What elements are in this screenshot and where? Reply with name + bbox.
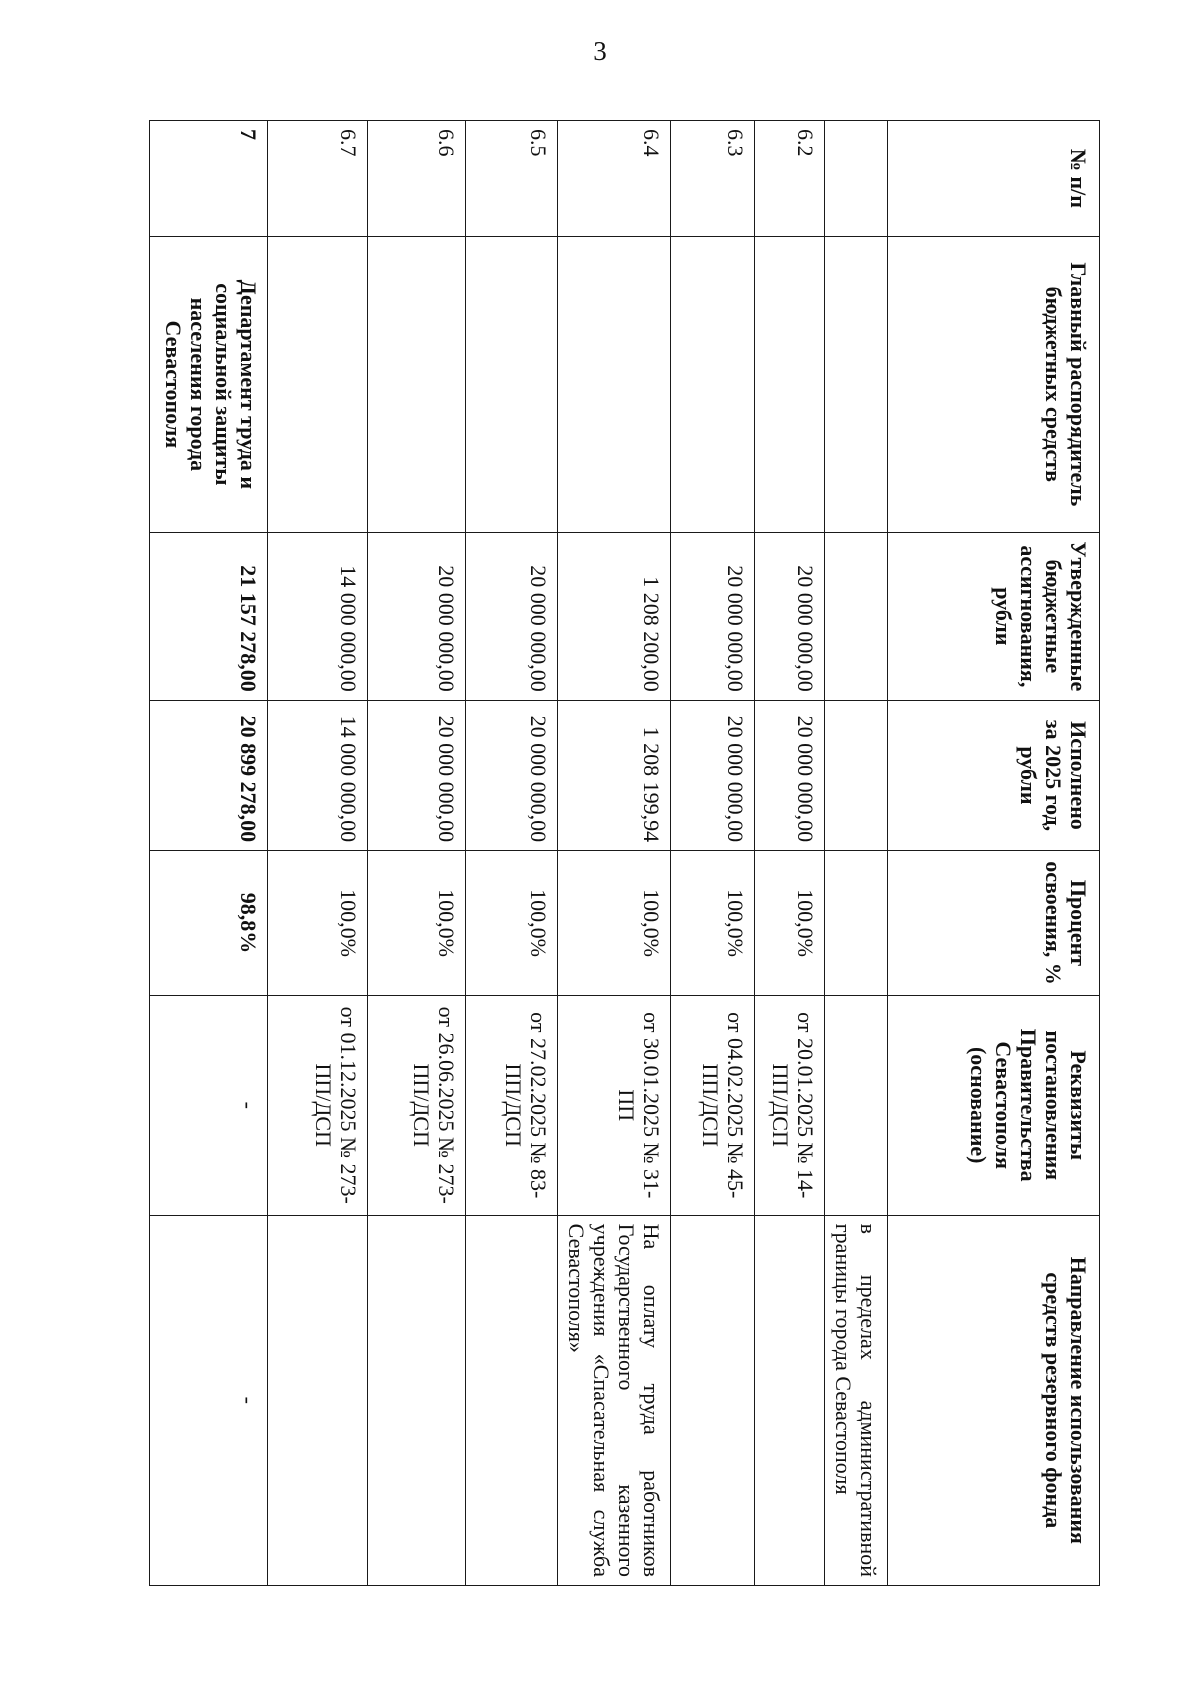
cell-direction: в пределах административной границы города Севастополя <box>825 1215 888 1585</box>
cell-basis: от 30.01.2025 № 31-ПП <box>558 995 671 1215</box>
table-header-row <box>888 121 1100 1586</box>
cell-direction <box>671 1215 755 1585</box>
table-total-row <box>150 121 268 1586</box>
cell-num: 6.7 <box>268 121 368 237</box>
header-recipient: Главный распорядитель бюджетных средств <box>888 236 1100 532</box>
cell-executed: 20 000 000,00 <box>466 700 558 850</box>
table-row <box>466 121 558 1586</box>
cell-direction <box>268 1215 368 1585</box>
cell-recipient <box>671 236 755 532</box>
cell-percent: 100,0% <box>466 851 558 996</box>
cell-approved: 20 000 000,00 <box>368 532 466 700</box>
cell-executed: 20 899 278,00 <box>150 700 268 850</box>
cell-percent: 100,0% <box>755 851 825 996</box>
cell-num: 6.5 <box>466 121 558 237</box>
rotated-table-container <box>161 120 1100 1586</box>
cell-basis: от 20.01.2025 № 14-ПП/ДСП <box>755 995 825 1215</box>
cell-approved: 21 157 278,00 <box>150 532 268 700</box>
cell-approved: 1 208 200,00 <box>558 532 671 700</box>
cell-direction <box>466 1215 558 1585</box>
cell-executed <box>825 700 888 850</box>
cell-num: 6.6 <box>368 121 466 237</box>
cell-basis: - <box>150 995 268 1215</box>
cell-basis: от 26.06.2025 № 273-ПП/ДСП <box>368 995 466 1215</box>
header-approved: Утвержденные бюджетные ассигнования, рубли <box>888 532 1100 700</box>
cell-recipient <box>268 236 368 532</box>
cell-approved: 14 000 000,00 <box>268 532 368 700</box>
cell-executed: 14 000 000,00 <box>268 700 368 850</box>
table-row <box>558 121 671 1586</box>
rotated-table-frame <box>161 120 1100 1586</box>
cell-approved: 20 000 000,00 <box>466 532 558 700</box>
cell-percent: 100,0% <box>268 851 368 996</box>
cell-executed: 1 208 199,94 <box>558 700 671 850</box>
header-direction: Направление использования средств резервного фонда <box>888 1215 1100 1585</box>
cell-approved: 20 000 000,00 <box>671 532 755 700</box>
cell-percent <box>825 851 888 996</box>
cell-num: 6.3 <box>671 121 755 237</box>
cell-basis: от 01.12.2025 № 273-ПП/ДСП <box>268 995 368 1215</box>
reserve-fund-table <box>149 120 1100 1586</box>
header-num: № п/п <box>888 121 1100 237</box>
cell-basis: от 27.02.2025 № 83-ПП/ДСП <box>466 995 558 1215</box>
cell-executed: 20 000 000,00 <box>368 700 466 850</box>
cell-direction <box>368 1215 466 1585</box>
cell-executed: 20 000 000,00 <box>671 700 755 850</box>
table-row <box>755 121 825 1586</box>
page-number: 3 <box>593 36 607 66</box>
table-row <box>825 121 888 1586</box>
cell-basis <box>825 995 888 1215</box>
header-executed: Исполнено за 2025 год, рубли <box>888 700 1100 850</box>
cell-recipient <box>558 236 671 532</box>
cell-recipient <box>825 236 888 532</box>
cell-recipient <box>755 236 825 532</box>
cell-recipient: Департамент труда и социальной защиты населения города Севастополя <box>150 236 268 532</box>
cell-recipient <box>368 236 466 532</box>
cell-direction: На оплату труда работников Государственного казенного учреждения «Спасательная служба Севастополя» <box>558 1215 671 1585</box>
cell-percent: 98,8% <box>150 851 268 996</box>
cell-direction: - <box>150 1215 268 1585</box>
header-basis: Реквизиты постановления Правительства Севастополя (основание) <box>888 995 1100 1215</box>
cell-percent: 100,0% <box>368 851 466 996</box>
table-row <box>368 121 466 1586</box>
cell-direction <box>755 1215 825 1585</box>
cell-basis: от 04.02.2025 № 45-ПП/ДСП <box>671 995 755 1215</box>
table-row <box>671 121 755 1586</box>
header-percent: Процент освоения, % <box>888 851 1100 996</box>
cell-approved <box>825 532 888 700</box>
cell-percent: 100,0% <box>558 851 671 996</box>
cell-num: 6.2 <box>755 121 825 237</box>
cell-percent: 100,0% <box>671 851 755 996</box>
cell-executed: 20 000 000,00 <box>755 700 825 850</box>
table-row <box>268 121 368 1586</box>
cell-recipient <box>466 236 558 532</box>
cell-num: 7 <box>150 121 268 237</box>
cell-num <box>825 121 888 237</box>
cell-num: 6.4 <box>558 121 671 237</box>
cell-approved: 20 000 000,00 <box>755 532 825 700</box>
